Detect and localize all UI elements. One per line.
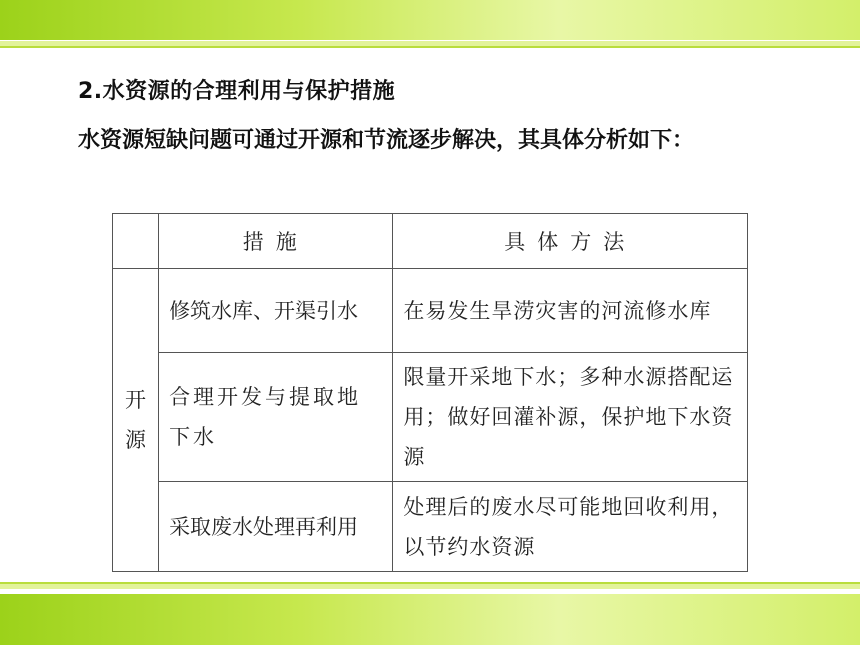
measures-table [112, 213, 748, 572]
method-cell: 在易发生旱涝灾害的河流修水库 [393, 269, 748, 353]
intro-paragraph: 水资源短缺问题可通过开源和节流逐步解决，其具体分析如下： [78, 128, 695, 153]
table-header-row [113, 214, 748, 269]
table-row [113, 353, 748, 482]
measure-cell: 合理开发与提取地下水 [159, 353, 393, 482]
section-heading: 2.水资源的合理利用与保护措施 [78, 79, 396, 104]
method-cell: 处理后的废水尽可能地回收利用，以节约水资源 [393, 482, 748, 572]
group-label: 开源 [125, 388, 147, 452]
header-empty [113, 214, 159, 269]
measure-cell: 修筑水库、开渠引水 [159, 269, 393, 353]
header-measure: 措施 [159, 214, 393, 269]
header-method: 具体方法 [393, 214, 748, 269]
method-cell: 限量开采地下水；多种水源搭配运用；做好回灌补源，保护地下水资源 [393, 353, 748, 482]
table-row [113, 269, 748, 353]
group-label-cell [113, 269, 159, 572]
measure-cell: 采取废水处理再利用 [159, 482, 393, 572]
top-decor-band [0, 0, 860, 40]
bottom-decor-rule [0, 582, 860, 589]
top-decor-rule [0, 41, 860, 48]
table-row [113, 482, 748, 572]
bottom-decor-band [0, 594, 860, 645]
